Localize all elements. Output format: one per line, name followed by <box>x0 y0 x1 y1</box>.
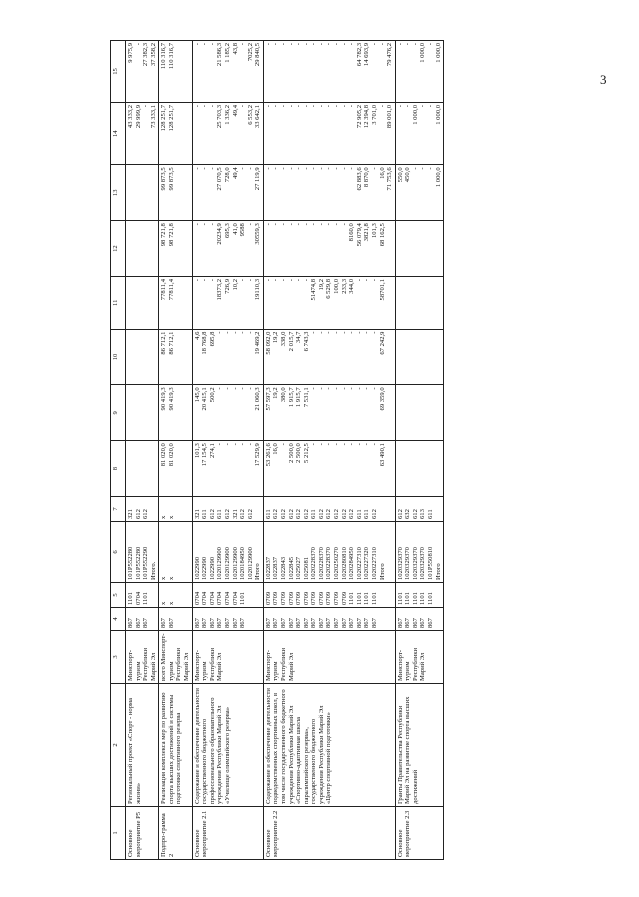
header-cell: 10 <box>111 329 126 385</box>
cell-expense-type: 321 612 612 <box>126 497 159 522</box>
table-row <box>192 41 263 860</box>
cell-executor: Минспорт-туризм Республики Марий Эл <box>395 631 443 684</box>
cell-section: x x <box>159 583 192 608</box>
cell-value: - - - - - - 51474,8 19,2 6 529,8 100,0 233,3 344,0 - - - 58701,1 <box>263 277 395 330</box>
cell-type: Основное мероприятие Р5 <box>126 807 159 860</box>
header-cell: 8 <box>111 441 126 497</box>
cell-target: 1022837 1022837 1022843 1022845 1025027 1025081 1020228370 1020228370 1020228370 1020250270 1020280810 1020284950 1020227310 1020227320 1020227310 Итого <box>263 522 395 583</box>
cell-value: 58 092,0 19,2 338,0 2 015,7 34,7 6 743,3 - - - - - - - - - 67 242,9 <box>263 329 395 385</box>
cell-value <box>395 277 443 330</box>
cell-value <box>395 385 443 441</box>
cell-value: 90 419,3 90 419,3 <box>159 385 192 441</box>
cell-value: 77811,4 77811,4 <box>159 277 192 330</box>
header-cell: 9 <box>111 385 126 441</box>
table-row <box>126 41 159 860</box>
cell-value <box>126 441 159 497</box>
table-row <box>159 41 192 860</box>
cell-value <box>126 277 159 330</box>
cell-value: 101,3 17 154,5 274,1 - - - - - 17 529,9 <box>192 441 263 497</box>
cell-target: x x <box>159 522 192 583</box>
cell-value: 98 721,8 98 721,8 <box>159 221 192 277</box>
cell-grbs: 867 867 867 867 867 <box>395 608 443 631</box>
cell-grbs: 867 867 <box>159 608 192 631</box>
header-cell: 2 <box>111 684 126 807</box>
cell-value: - - - 1 000,0 - 1 000,0 <box>395 41 443 103</box>
header-cell: 4 <box>111 608 126 631</box>
cell-type: Основное мероприятие 2.1 <box>192 807 263 860</box>
cell-section: 1101 1101 1101 1101 1101 <box>395 583 443 608</box>
cell-expense-type: x x <box>159 497 192 522</box>
cell-value <box>126 385 159 441</box>
cell-type: Основное мероприятие 2.3 <box>395 807 443 860</box>
cell-executor: Минспорт-туризм Республики Марий Эл <box>192 631 263 684</box>
cell-value <box>395 441 443 497</box>
cell-value: 81 020,0 81 020,0 <box>159 441 192 497</box>
cell-grbs: 867 867 867 <box>126 608 159 631</box>
cell-name: Содержание и обеспечение деятельности государственного бюджетного профессионального образовательного учреждения Республики Марий Эл «Училище олимпийского резерва» <box>192 684 263 807</box>
cell-value: 128 251,7 128 251,7 <box>159 103 192 165</box>
cell-value <box>126 329 159 385</box>
cell-value: 43 333,2 29 999,9 - 73 333,1 <box>126 103 159 165</box>
cell-expense-type: 612 632 612 613 611 <box>395 497 443 522</box>
page-number: 3 <box>600 72 607 87</box>
cell-value: 57 597,3 19,2 380,0 1 915,7 1 915,7 7 531,1 - - - - - - - - - 69 359,0 <box>263 385 395 441</box>
table-body <box>126 41 444 860</box>
cell-executor: Минспорт-туризм Республики Марий Эл <box>263 631 395 684</box>
cell-value: - - - 20234,9 695,3 41,0 9588 - 30559,3 <box>192 221 263 277</box>
cell-value: - - - 27 070,5 728,0 49,4 - - 27 119,9 <box>192 165 263 221</box>
cell-value: 53 261,6 16,0 - 2 500,0 2 500,0 5 212,5 - - - - - - - - - 63 490,1 <box>263 441 395 497</box>
cell-value: 4,6 18 768,8 695,8 - - - - - 19 469,2 <box>192 329 263 385</box>
rotated-budget-table <box>110 40 639 860</box>
table-row <box>395 41 443 860</box>
cell-executor: Минспорт-туризм Республики Марий Эл <box>126 631 159 684</box>
cell-name: Реализация комплекса мер по развитию спорта высших достижений и системы подготовки спортивного резерва <box>159 684 192 807</box>
cell-name: Содержание и обеспечение деятельности подведомственных спортивных школ, в том числе государственного бюджетного учреждения Республики Марий Эл «Спортивно-адаптивная школа паралимпийского резерва», государственного бюджетного учреждения Республики Марий Эл «Центр спортивной подготовки» <box>263 684 395 807</box>
cell-value <box>126 165 159 221</box>
cell-type: Подпро-грамма 2 <box>159 807 192 860</box>
cell-value: 9 975,9 - 27 382,3 37 358,2 <box>126 41 159 103</box>
cell-name: Региональный проект «Спорт - норма жизни» <box>126 684 159 807</box>
cell-value: 110 316,7 110 316,7 <box>159 41 192 103</box>
header-cell: 15 <box>111 41 126 103</box>
header-cell: 7 <box>111 497 126 522</box>
cell-target: 1020329370 1020329370 1020329370 1020329370 101P550810 Итого <box>395 522 443 583</box>
cell-grbs: 867 867 867 867 867 867 867 867 867 867 867 867 867 867 867 <box>263 608 395 631</box>
cell-value: - - - - - - - - - - - - 64 782,3 14 693,9 - - 79 476,2 <box>263 41 395 103</box>
header-cell: 14 <box>111 103 126 165</box>
cell-value <box>395 221 443 277</box>
cell-value: - - - 25 703,3 1 336,2 49,4 - 6 553,2 33 642,1 <box>192 103 263 165</box>
cell-section: 0704 0704 0704 0704 0704 0704 1101 <box>192 583 263 608</box>
cell-section: 1101 0704 1101 <box>126 583 159 608</box>
header-cell: 13 <box>111 165 126 221</box>
cell-name: Гранты Правительства Республики Марий Эл на развитие спорта высших достижений <box>395 684 443 807</box>
cell-target: 1022990 1022990 1022990 1020129900 1020129900 1020129900 1020184950 1020129900 Итого <box>192 522 263 583</box>
cell-value: - - - - - - - - - - - - 62 883,6 8 870,0 - 16,0 71 753,6 <box>263 165 395 221</box>
cell-expense-type: 611 612 612 612 612 612 611 612 612 612 612 612 611 611 612 <box>263 497 395 522</box>
header-cell: 1 <box>111 807 126 860</box>
header-cell: 5 <box>111 583 126 608</box>
cell-value: 550,0 450,0 - - - 1 000,0 <box>395 165 443 221</box>
header-cell: 11 <box>111 277 126 330</box>
cell-value: - - - - - - - - - - - 8160,0 56 079,4 3821,8 101,3 68 162,5 <box>263 221 395 277</box>
cell-value: 86 712,1 86 712,1 <box>159 329 192 385</box>
cell-type: Основное мероприятие 2.2 <box>263 807 395 860</box>
budget-table <box>110 40 444 860</box>
cell-value: - - - 21 586,3 1 185,2 43,8 - 7025,2 29 840,5 <box>192 41 263 103</box>
cell-value: 99 873,5 99 873,5 <box>159 165 192 221</box>
cell-executor: всего Минспорт-туризм Республики Марий Эл <box>159 631 192 684</box>
header-cell: 12 <box>111 221 126 277</box>
cell-value: - - - 18373,2 726,9 10,2 - - 19110,3 <box>192 277 263 330</box>
cell-value: - - - - - - - - - - - - 72 905,2 12 394,8 3 701,0 - 89 001,0 <box>263 103 395 165</box>
header-cell: 3 <box>111 631 126 684</box>
cell-value: - - 1 000,0 - - 1 000,0 <box>395 103 443 165</box>
cell-value <box>126 221 159 277</box>
cell-target: 101P552280 101P552280 101P552290 Итого. <box>126 522 159 583</box>
cell-value <box>395 329 443 385</box>
cell-section: 0709 0709 0709 0709 0709 0709 0709 0709 0709 0709 0709 1101 1101 1101 1101 <box>263 583 395 608</box>
cell-grbs: 867 867 867 867 867 867 867 <box>192 608 263 631</box>
table-row <box>263 41 395 860</box>
cell-value: 145,0 20 415,1 500,2 - - - - - 21 060,3 <box>192 385 263 441</box>
cell-expense-type: 321 611 612 611 612 321 612 612 <box>192 497 263 522</box>
header-cell: 6 <box>111 522 126 583</box>
header-row <box>111 41 126 860</box>
